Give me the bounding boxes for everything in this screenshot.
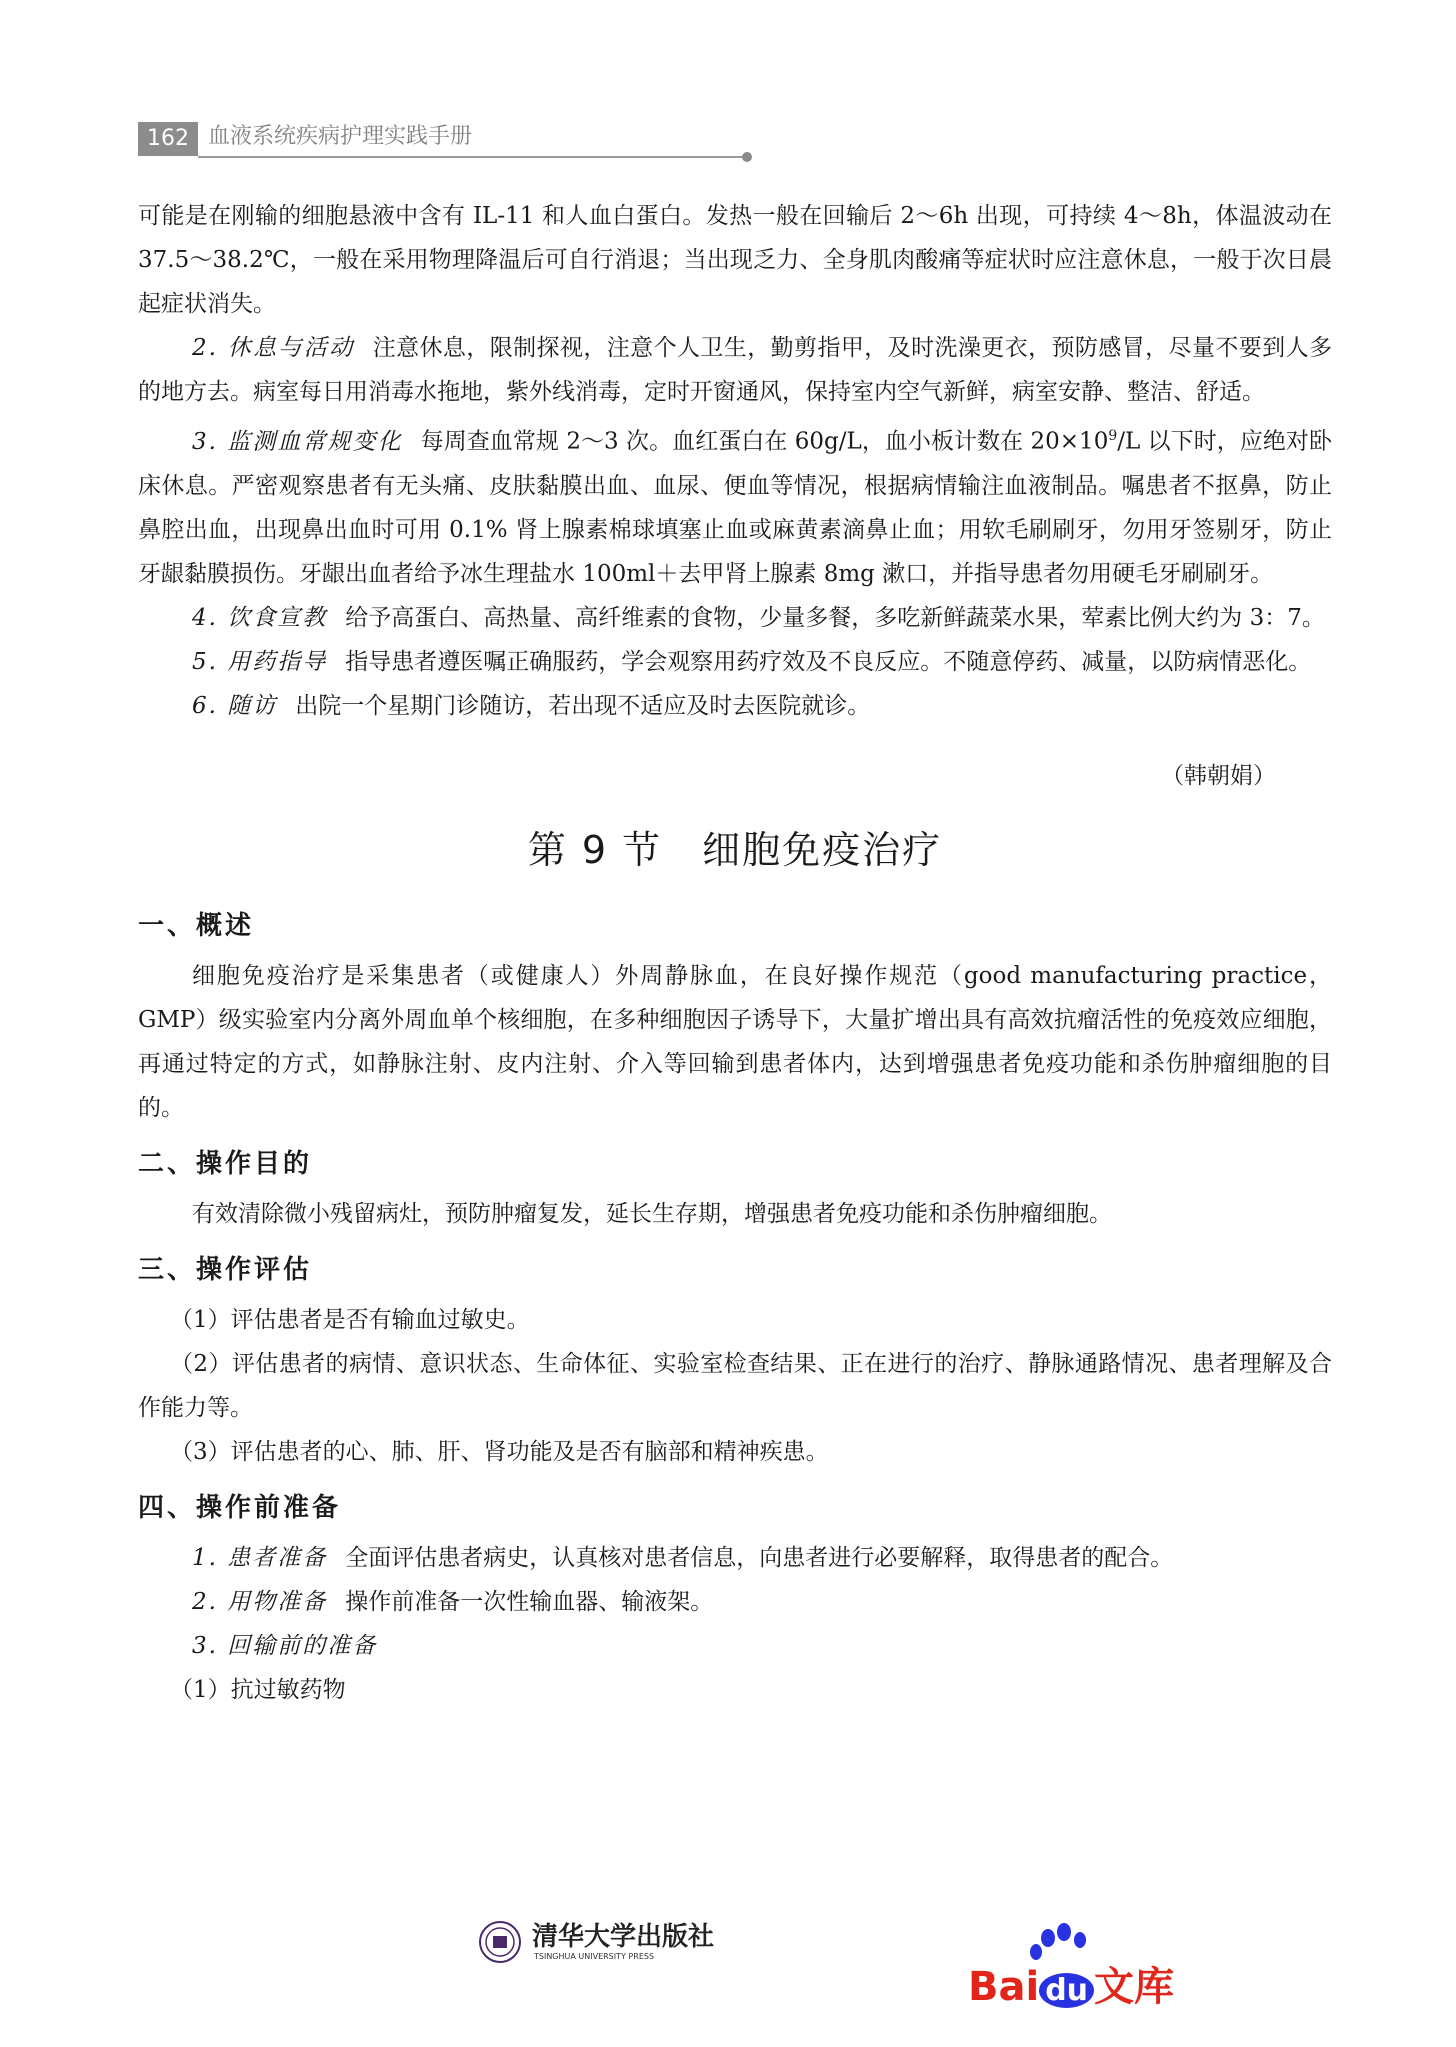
section-title: 第 9 节 细胞免疫治疗 (527, 827, 943, 872)
superscript: 9 (1108, 428, 1118, 444)
prep-anti-allergy: （1）抗过敏药物 (170, 1676, 346, 1703)
item-text: 出院一个星期门诊随访，若出现不适应及时去医院就诊。 (295, 692, 871, 719)
eval-item-1: （1）评估患者是否有输血过敏史。 (170, 1306, 530, 1333)
item-label: 5. 用药指导 (192, 648, 328, 675)
prep-supplies (138, 1580, 1332, 1624)
prep-before-infusion (138, 1624, 1332, 1668)
publisher-name: 清华大学出版社 (532, 1922, 715, 1952)
header-dot-icon (742, 152, 752, 162)
paragraph-fever: 可能是在刚输的细胞悬液中含有 IL-11 和人血白蛋白。发热一般在回输后 2～6h 出现，可持续 4～8h，体温波动在 37.5～38.2℃，一般在采用物理降温后可自行消退；当出现乏力、全身肌肉酸痛等症状时应注意休息，一般于次日晨起症状消失。 (138, 203, 1332, 317)
item-diet (138, 596, 1332, 640)
item-label: 3. 回输前的准备 (192, 1632, 378, 1659)
header-rule (198, 156, 746, 158)
item-label: 6. 随访 (192, 692, 278, 719)
item-label: 2. 用物准备 (192, 1588, 328, 1615)
paragraph-overview: 细胞免疫治疗是采集患者（或健康人）外周静脉血，在良好操作规范（good manufacturing practice，GMP）级实验室内分离外周血单个核细胞，在多种细胞因子诱导下，大量扩增出具有高效抗瘤活性的免疫效应细胞，再通过特定的方式，如静脉注射、皮内注射、介入等回输到患者体内，达到增强患者免疫功能和杀伤肿瘤细胞的目的。 (138, 962, 1332, 1121)
item-text: 每周查血常规 2～3 次。血红蛋白在 60g/L，血小板计数在 20×10 (420, 428, 1109, 455)
book-title: 血液系统疾病护理实践手册 (208, 124, 473, 149)
item-rest-activity (138, 326, 1332, 414)
page-body (138, 194, 1332, 1712)
item-label: 1. 患者准备 (192, 1544, 328, 1571)
baidu-wenku-watermark (968, 1922, 1208, 2022)
page-number: 162 (138, 122, 198, 156)
item-text: 指导患者遵医嘱正确服药，学会观察用药疗效及不良反应。不随意停药、减量，以防病情恶化。 (345, 648, 1312, 675)
item-label: 3. 监测血常规变化 (192, 428, 403, 455)
running-header (138, 118, 618, 158)
item-blood-monitor (138, 414, 1332, 596)
heading-purpose: 二、操作目的 (138, 1148, 313, 1179)
heading-overview: 一、概述 (138, 910, 255, 941)
prep-patient (138, 1536, 1332, 1580)
item-text: 操作前准备一次性输血器、输液架。 (345, 1588, 714, 1615)
item-label: 4. 饮食宣教 (192, 604, 328, 631)
item-label: 2. 休息与活动 (192, 335, 355, 361)
eval-item-2: （2）评估患者的病情、意识状态、生命体征、实验室检查结果、正在进行的治疗、静脉通路情况、患者理解及合作能力等。 (138, 1350, 1332, 1421)
author-signature: （韩朝娟） (1161, 762, 1276, 789)
heading-evaluation: 三、操作评估 (138, 1254, 313, 1285)
university-seal-icon (478, 1920, 522, 1964)
watermark-text: Bai du 文库 (968, 1964, 1175, 2010)
item-text: 给予高蛋白、高热量、高纤维素的食物，少量多餐，多吃新鲜蔬菜水果，荤素比例大约为 3：7。 (345, 604, 1325, 631)
item-medication (138, 640, 1332, 684)
item-text: 注意休息，限制探视，注意个人卫生，勤剪指甲，及时洗澡更衣，预防感冒，尽量不要到人多的地方去。病室每日用消毒水拖地，紫外线消毒，定时开窗通风，保持室内空气新鲜，病室安静、整洁、舒适。 (138, 335, 1332, 405)
item-followup (138, 684, 1332, 728)
eval-item-3: （3）评估患者的心、肺、肝、肾功能及是否有脑部和精神疾患。 (170, 1438, 829, 1465)
item-text: 全面评估患者病史，认真核对患者信息，向患者进行必要解释，取得患者的配合。 (345, 1544, 1174, 1571)
item-text: /L 以下时，应绝对卧床休息。严密观察患者有无头痛、皮肤黏膜出血、血尿、便血等情况，根据病情输注血液制品。嘱患者不抠鼻，防止鼻腔出血，出现鼻出血时可用 0.1% 肾上腺素棉球填塞止血或麻黄素滴鼻止血；用软毛刷刷牙，勿用牙签剔牙，防止牙龈黏膜损伤。牙龈出血者给予冰生理盐水 100ml＋去甲肾上腺素 8mg 漱口，并指导患者勿用硬毛牙刷刷牙。 (138, 428, 1332, 587)
publisher-logo (478, 1918, 718, 1970)
publisher-name-en: TSINGHUA UNIVERSITY PRESS (534, 1952, 655, 1961)
paragraph-purpose: 有效清除微小残留病灶，预防肿瘤复发，延长生存期，增强患者免疫功能和杀伤肿瘤细胞。 (192, 1200, 1112, 1227)
heading-preparation: 四、操作前准备 (138, 1492, 342, 1523)
